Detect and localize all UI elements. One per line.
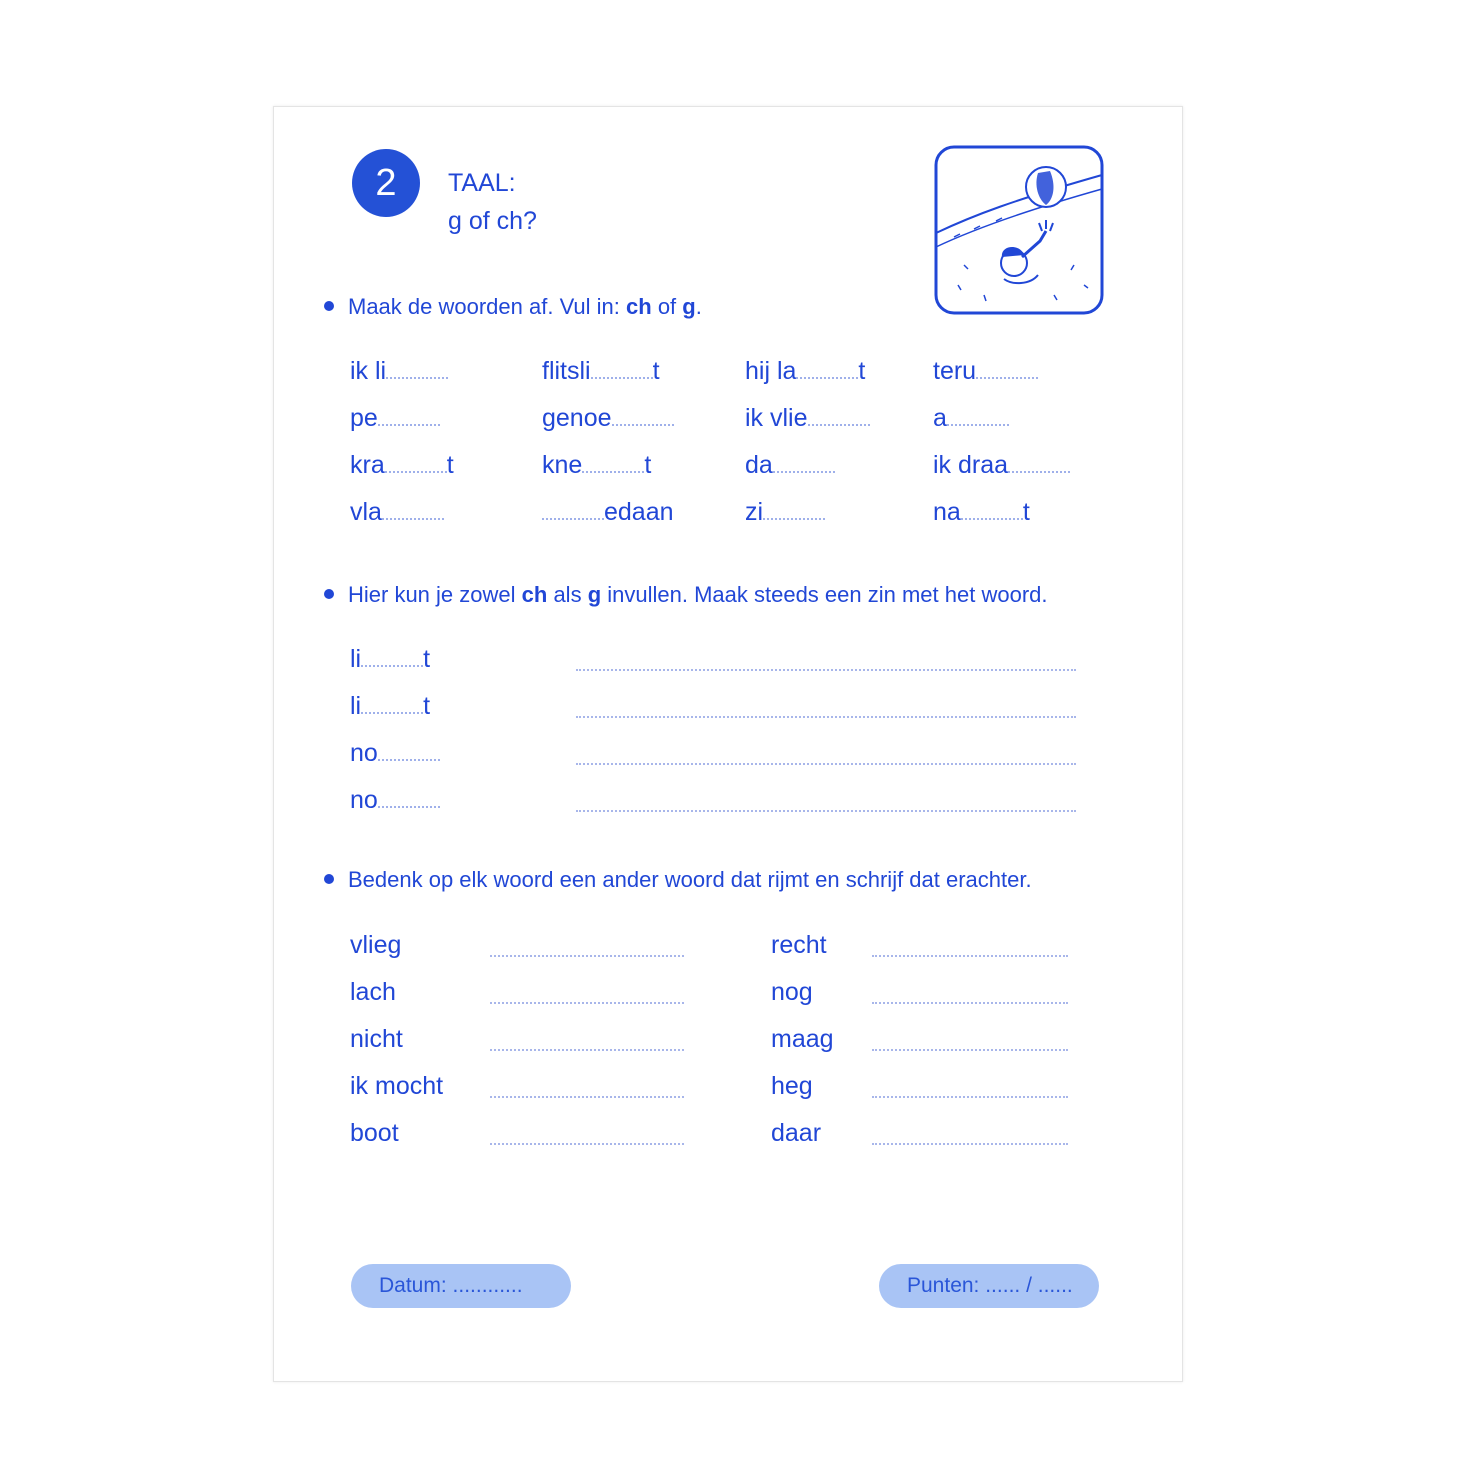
bullet-icon [324,301,334,311]
word-start: no [350,739,378,767]
page-title: TAAL: [448,169,516,197]
word-start: kra [350,451,385,479]
word-start: ik li [350,357,387,385]
rhyme-word: heg [771,1072,813,1100]
fill-in-blank[interactable] [796,359,858,379]
rhyme-answer-line[interactable] [490,1096,684,1098]
fill-in-blank[interactable] [763,500,825,520]
word-start: ik vlie [745,404,808,432]
rhyme-answer-line[interactable] [490,955,684,957]
word-end: t [652,357,660,385]
word-end: t [858,357,866,385]
fill-in-blank[interactable] [976,359,1038,379]
fill-in-blank[interactable] [808,406,870,426]
word-start: a [933,404,947,432]
word-start: pe [350,404,378,432]
exercise-number-badge: 2 [352,149,420,217]
fill-in-word [542,404,674,433]
rhyme-answer-line[interactable] [872,1002,1068,1004]
rhyme-word: boot [350,1119,399,1147]
word-start: teru [933,357,977,385]
word-end: t [446,451,454,479]
word-start: zi [745,498,764,526]
fill-in-word [933,357,1038,386]
fill-in-word [350,451,454,480]
word-start: na [933,498,961,526]
fill-in-blank[interactable] [582,453,644,473]
fill-in-blank[interactable] [947,406,1009,426]
fill-in-blank[interactable] [361,647,423,667]
fill-in-blank[interactable] [386,359,448,379]
section1-instruction: Maak de woorden af. Vul in: ch of g. [324,294,702,320]
rhyme-word: ik mocht [350,1072,444,1100]
sentence-answer-line[interactable] [576,716,1076,718]
fill-in-blank[interactable] [378,406,440,426]
fill-in-blank[interactable] [382,500,444,520]
fill-in-blank[interactable] [542,500,604,520]
rhyme-word: vlieg [350,931,402,959]
rhyme-word: maag [771,1025,834,1053]
bullet-icon [324,874,334,884]
word-start: li [350,692,362,720]
sentence-answer-line[interactable] [576,669,1076,671]
swimmer-with-ball-icon [934,145,1104,315]
fill-in-word [350,357,448,386]
rhyme-answer-line[interactable] [872,955,1068,957]
section2-instruction: Hier kun je zowel ch als g invullen. Maak steeds een zin met het woord. [324,582,1048,608]
fill-in-word [933,451,1070,480]
bullet-icon [324,589,334,599]
rhyme-word: nicht [350,1025,403,1053]
word-start: li [350,645,362,673]
word-start: no [350,786,378,814]
page-subtitle: g of ch? [448,207,537,235]
fill-in-blank[interactable] [378,788,440,808]
rhyme-word: lach [350,978,396,1006]
word-end: t [644,451,652,479]
fill-in-word [542,451,651,480]
datum-field[interactable]: Datum: ............ [351,1264,571,1308]
fill-in-blank[interactable] [612,406,674,426]
fill-in-blank[interactable] [385,453,447,473]
word-start: vla [350,498,382,526]
rhyme-answer-line[interactable] [490,1049,684,1051]
fill-in-blank[interactable] [961,500,1023,520]
word-start: genoe [542,404,612,432]
fill-in-word [542,498,674,527]
fill-in-word [350,498,444,527]
rhyme-answer-line[interactable] [872,1143,1068,1145]
fill-in-word [350,739,440,768]
fill-in-word [745,404,870,433]
section3-instruction: Bedenk op elk woord een ander woord dat rijmt en schrijf dat erachter. [324,867,1032,893]
rhyme-answer-line[interactable] [872,1049,1068,1051]
word-start: da [745,451,773,479]
rhyme-answer-line[interactable] [490,1002,684,1004]
word-end: edaan [604,498,674,526]
word-start: ik draa [933,451,1009,479]
punten-field[interactable]: Punten: ...... / ...... [879,1264,1099,1308]
rhyme-word: daar [771,1119,822,1147]
worksheet-page [273,106,1183,1382]
fill-in-word [350,404,440,433]
rhyme-word: recht [771,931,827,959]
fill-in-word [542,357,660,386]
word-end: t [423,692,431,720]
word-end: t [423,645,431,673]
rhyme-answer-line[interactable] [872,1096,1068,1098]
word-end: t [1022,498,1030,526]
fill-in-word [350,692,430,721]
rhyme-word: nog [771,978,813,1006]
fill-in-blank[interactable] [378,741,440,761]
rhyme-answer-line[interactable] [490,1143,684,1145]
fill-in-word [933,498,1030,527]
fill-in-word [745,498,825,527]
sentence-answer-line[interactable] [576,810,1076,812]
word-start: flitsli [542,357,591,385]
fill-in-word [350,786,440,815]
word-start: kne [542,451,583,479]
fill-in-word [745,357,865,386]
fill-in-word [350,645,430,674]
word-start: hij la [745,357,797,385]
fill-in-blank[interactable] [773,453,835,473]
fill-in-word [933,404,1009,433]
fill-in-word [745,451,835,480]
fill-in-blank[interactable] [591,359,653,379]
fill-in-blank[interactable] [1008,453,1070,473]
sentence-answer-line[interactable] [576,763,1076,765]
fill-in-blank[interactable] [361,694,423,714]
